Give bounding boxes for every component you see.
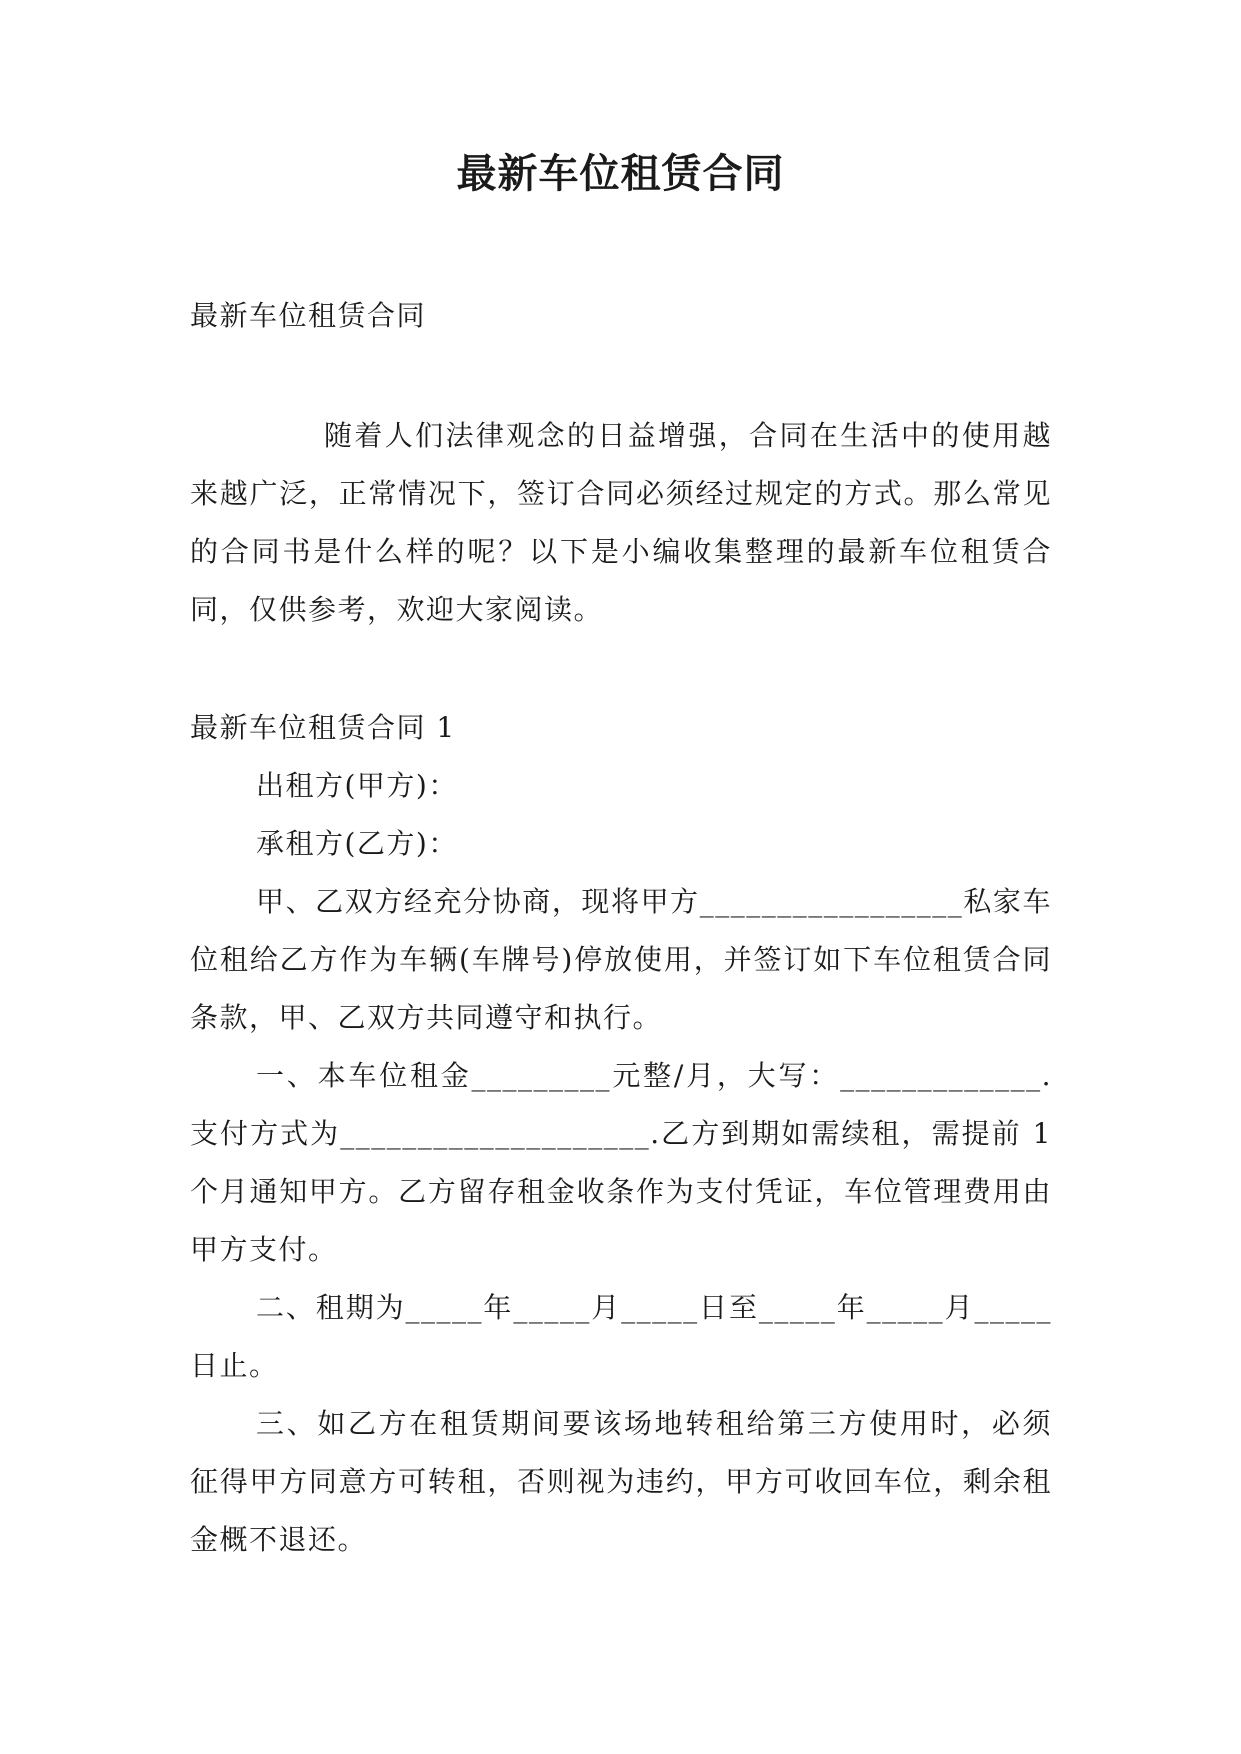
clause-3-sublease: 三、如乙方在租赁期间要该场地转租给第三方使用时，必须征得甲方同意方可转租，否则视为违约，甲方可收回车位，剩余租金概不退还。	[190, 1407, 1052, 1556]
clause-2-term: 二、租期为_____年_____月_____日至_____年_____月_____日止。	[190, 1291, 1052, 1382]
lessor-line: 出租方(甲方)：	[256, 769, 458, 802]
contract-section	[190, 699, 1052, 1569]
preamble-paragraph: 甲、乙双方经充分协商，现将甲方_________________私家车位租给乙方作为车辆(车牌号)停放使用，并签订如下车位租赁合同条款，甲、乙双方共同遵守和执行。	[190, 885, 1052, 1034]
contract-heading: 最新车位租赁合同 1	[190, 711, 456, 744]
intro-paragraph: 随着人们法律观念的日益增强，合同在生活中的使用越来越广泛，正常情况下，签订合同必须经过规定的方式。那么常见的合同书是什么样的呢？以下是小编收集整理的最新车位租赁合同，仅供参考，欢迎大家阅读。	[190, 419, 1052, 626]
clause-1-rent: 一、本车位租金_________元整/月，大写：_____________.支付方式为____________________.乙方到期如需续租，需提前 1 个月通知甲方。乙方留存租金收条作为支付凭证，车位管理费用由甲方支付。	[190, 1059, 1052, 1266]
document-subtitle: 最新车位租赁合同	[190, 299, 427, 332]
lessee-line: 承租方(乙方)：	[256, 827, 458, 860]
document-title: 最新车位租赁合同	[456, 151, 785, 197]
